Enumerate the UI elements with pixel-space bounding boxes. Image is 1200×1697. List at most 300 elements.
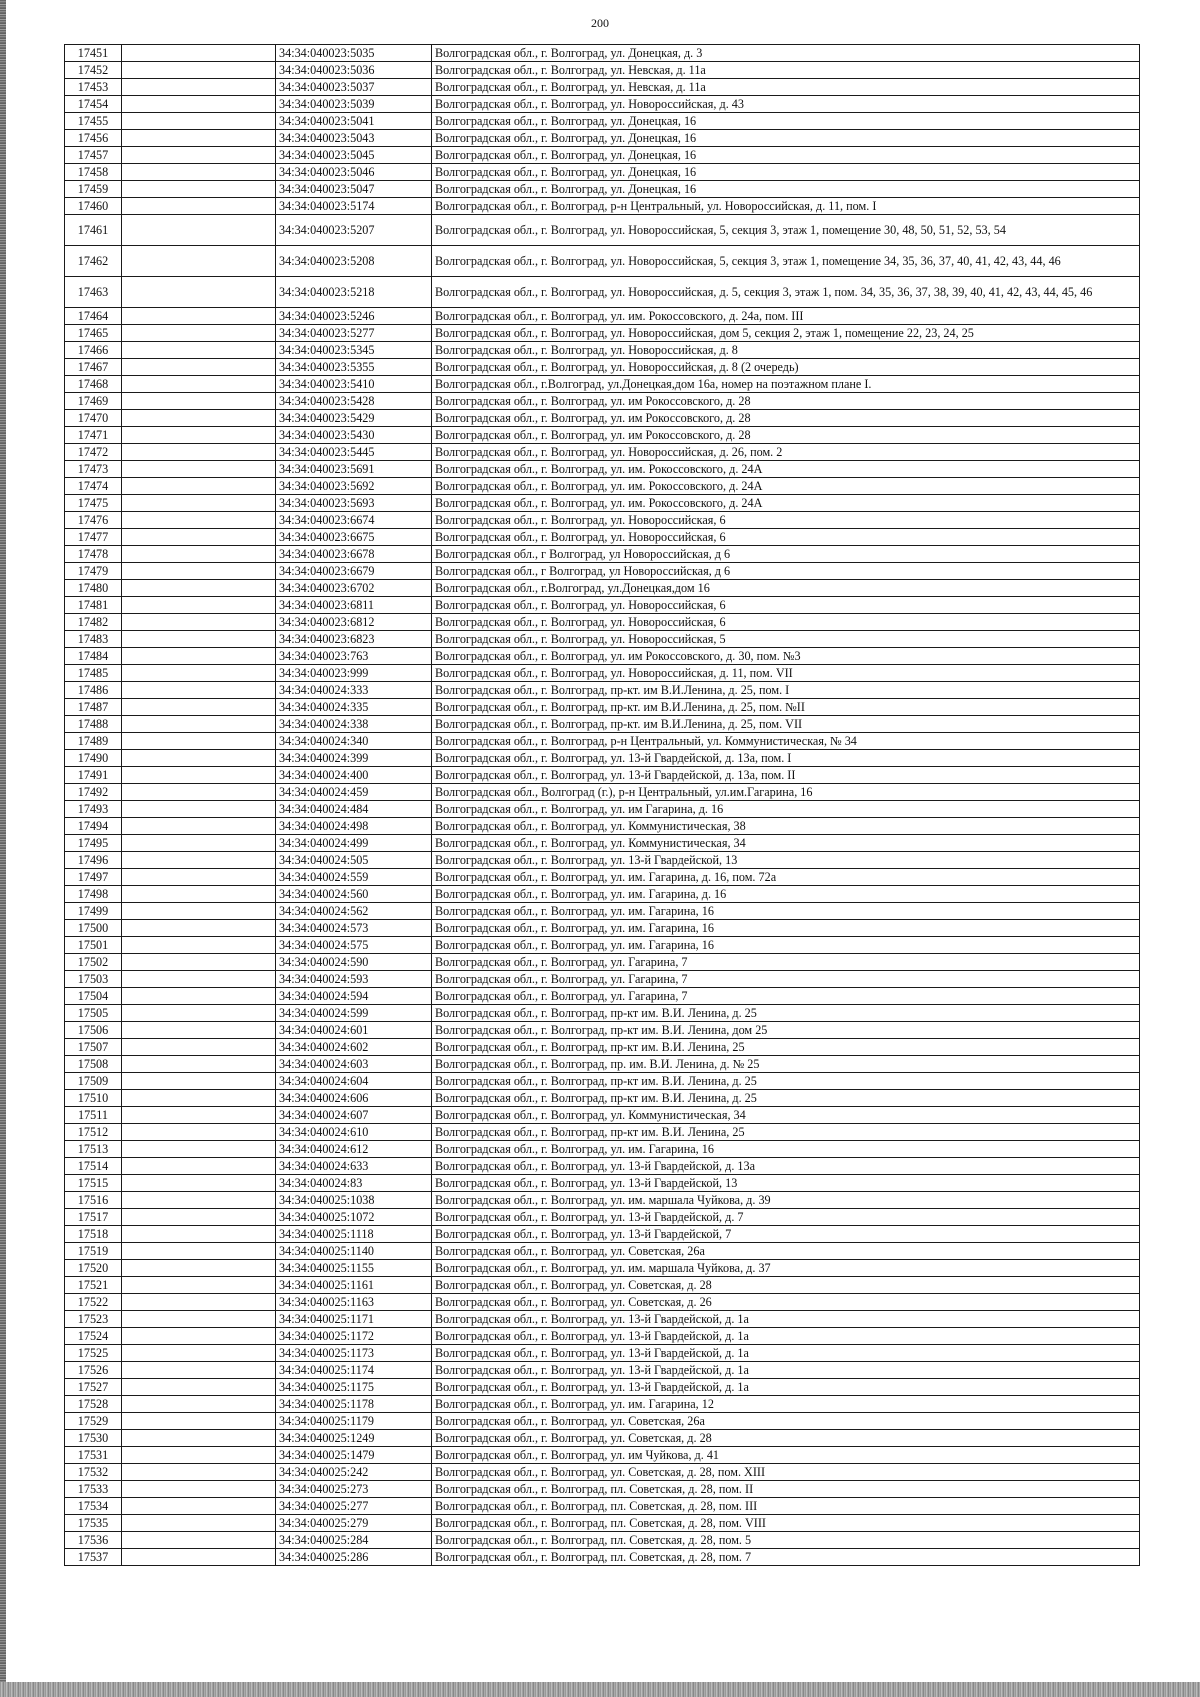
empty-cell (122, 62, 276, 79)
table-row (65, 1532, 1140, 1549)
address-cell: Волгоградская обл., г. Волгоград, ул. Коммунистическая, 34 (432, 835, 1140, 852)
address-cell: Волгоградская обл., г. Волгоград, ул. Донецкая, 16 (432, 181, 1140, 198)
cadastral-number-cell: 34:34:040025:1171 (276, 1311, 432, 1328)
empty-cell (122, 529, 276, 546)
address-cell: Волгоградская обл., г. Волгоград, ул. Донецкая, 16 (432, 113, 1140, 130)
cadastral-number-cell: 34:34:040025:1174 (276, 1362, 432, 1379)
table-row (65, 1209, 1140, 1226)
empty-cell (122, 1430, 276, 1447)
address-cell: Волгоградская обл., г. Волгоград, ул. Новороссийская, 5 (432, 631, 1140, 648)
empty-cell (122, 699, 276, 716)
row-number-cell: 17537 (65, 1549, 122, 1566)
row-number-cell: 17465 (65, 325, 122, 342)
empty-cell (122, 563, 276, 580)
address-cell: Волгоградская обл., г. Волгоград, пл. Советская, д. 28, пом. 7 (432, 1549, 1140, 1566)
table-row (65, 1379, 1140, 1396)
address-cell: Волгоградская обл., г. Волгоград, р-н Центральный, ул. Коммунистическая, № 34 (432, 733, 1140, 750)
table-row (65, 988, 1140, 1005)
table-row (65, 1447, 1140, 1464)
empty-cell (122, 1226, 276, 1243)
cadastral-number-cell: 34:34:040024:603 (276, 1056, 432, 1073)
table-row (65, 869, 1140, 886)
row-number-cell: 17453 (65, 79, 122, 96)
address-cell: Волгоградская обл., г. Волгоград, ул. Новороссийская, д. 8 (2 очередь) (432, 359, 1140, 376)
table-row (65, 130, 1140, 147)
table-row (65, 852, 1140, 869)
address-cell: Волгоградская обл., г. Волгоград, ул. 13-й Гвардейской, д. 13а, пом. I (432, 750, 1140, 767)
row-number-cell: 17493 (65, 801, 122, 818)
address-cell: Волгоградская обл., г. Волгоград, пр-кт им. В.И. Ленина, д. 25 (432, 1005, 1140, 1022)
cadastral-number-cell: 34:34:040023:763 (276, 648, 432, 665)
row-number-cell: 17470 (65, 410, 122, 427)
table-row (65, 410, 1140, 427)
row-number-cell: 17514 (65, 1158, 122, 1175)
cadastral-number-cell: 34:34:040023:5037 (276, 79, 432, 96)
table-row (65, 1430, 1140, 1447)
address-cell: Волгоградская обл., г. Волгоград, ул. им. Рокоссовского, д. 24А (432, 495, 1140, 512)
empty-cell (122, 427, 276, 444)
cadastral-number-cell: 34:34:040023:5428 (276, 393, 432, 410)
empty-cell (122, 886, 276, 903)
cadastral-number-cell: 34:34:040023:5277 (276, 325, 432, 342)
address-cell: Волгоградская обл., г. Волгоград, ул. им. Гагарина, д. 16 (432, 886, 1140, 903)
row-number-cell: 17518 (65, 1226, 122, 1243)
cadastral-number-cell: 34:34:040025:1479 (276, 1447, 432, 1464)
row-number-cell: 17502 (65, 954, 122, 971)
table-row (65, 113, 1140, 130)
address-cell: Волгоградская обл., г. Волгоград, ул. им. маршала Чуйкова, д. 39 (432, 1192, 1140, 1209)
row-number-cell: 17458 (65, 164, 122, 181)
row-number-cell: 17475 (65, 495, 122, 512)
empty-cell (122, 1532, 276, 1549)
row-number-cell: 17531 (65, 1447, 122, 1464)
table-row (65, 886, 1140, 903)
cadastral-number-cell: 34:34:040024:593 (276, 971, 432, 988)
row-number-cell: 17533 (65, 1481, 122, 1498)
address-cell: Волгоградская обл., г. Волгоград, ул. им. Гагарина, 16 (432, 1141, 1140, 1158)
address-cell: Волгоградская обл., г. Волгоград, пл. Советская, д. 28, пом. II (432, 1481, 1140, 1498)
empty-cell (122, 818, 276, 835)
empty-cell (122, 461, 276, 478)
cadastral-number-cell: 34:34:040024:560 (276, 886, 432, 903)
cadastral-number-cell: 34:34:040023:5692 (276, 478, 432, 495)
empty-cell (122, 45, 276, 62)
empty-cell (122, 665, 276, 682)
row-number-cell: 17469 (65, 393, 122, 410)
address-cell: Волгоградская обл., г. Волгоград, ул. Советская, д. 28 (432, 1430, 1140, 1447)
table-row (65, 198, 1140, 215)
row-number-cell: 17523 (65, 1311, 122, 1328)
row-number-cell: 17508 (65, 1056, 122, 1073)
table-row (65, 835, 1140, 852)
address-cell: Волгоградская обл., г. Волгоград, ул. Новороссийская, 6 (432, 529, 1140, 546)
address-cell: Волгоградская обл., г. Волгоград, ул. Новороссийская, д. 26, пом. 2 (432, 444, 1140, 461)
empty-cell (122, 631, 276, 648)
table-row (65, 277, 1140, 308)
row-number-cell: 17498 (65, 886, 122, 903)
address-cell: Волгоградская обл., г. Волгоград, ул. Гагарина, 7 (432, 971, 1140, 988)
table-row (65, 529, 1140, 546)
cadastral-number-cell: 34:34:040023:5036 (276, 62, 432, 79)
empty-cell (122, 130, 276, 147)
address-cell: Волгоградская обл., г. Волгоград, ул. Новороссийская, 5, секция 3, этаж 1, помещение 34, 35, 36, 37, 40, 41, 42, 43, 44, 46 (432, 246, 1140, 277)
empty-cell (122, 246, 276, 277)
row-number-cell: 17483 (65, 631, 122, 648)
table-row (65, 181, 1140, 198)
row-number-cell: 17454 (65, 96, 122, 113)
empty-cell (122, 495, 276, 512)
cadastral-number-cell: 34:34:040025:1178 (276, 1396, 432, 1413)
empty-cell (122, 1192, 276, 1209)
table-row (65, 512, 1140, 529)
row-number-cell: 17464 (65, 308, 122, 325)
empty-cell (122, 147, 276, 164)
row-number-cell: 17484 (65, 648, 122, 665)
cadastral-number-cell: 34:34:040025:1163 (276, 1294, 432, 1311)
address-cell: Волгоградская обл., г. Волгоград, пр-кт им. В.И. Ленина, 25 (432, 1124, 1140, 1141)
table-row (65, 147, 1140, 164)
table-row (65, 1328, 1140, 1345)
cadastral-number-cell: 34:34:040024:599 (276, 1005, 432, 1022)
row-number-cell: 17506 (65, 1022, 122, 1039)
empty-cell (122, 784, 276, 801)
address-cell: Волгоградская обл., г. Волгоград, ул. Советская, д. 28, пом. XIII (432, 1464, 1140, 1481)
address-cell: Волгоградская обл., г. Волгоград, ул. Советская, 26а (432, 1413, 1140, 1430)
address-cell: Волгоградская обл., г Волгоград, ул Новороссийская, д 6 (432, 563, 1140, 580)
cadastral-number-cell: 34:34:040023:5174 (276, 198, 432, 215)
empty-cell (122, 1022, 276, 1039)
table-row (65, 1481, 1140, 1498)
empty-cell (122, 393, 276, 410)
empty-cell (122, 164, 276, 181)
empty-cell (122, 1141, 276, 1158)
empty-cell (122, 325, 276, 342)
table-row (65, 1515, 1140, 1532)
address-cell: Волгоградская обл., г. Волгоград, ул. Новороссийская, д. 5, секция 3, этаж 1, пом. 34, 35, 36, 37, 38, 39, 40, 41, 42, 43, 44, 45, 46 (432, 277, 1140, 308)
cadastral-number-cell: 34:34:040024:335 (276, 699, 432, 716)
cadastral-number-cell: 34:34:040023:6811 (276, 597, 432, 614)
cadastral-number-cell: 34:34:040024:610 (276, 1124, 432, 1141)
empty-cell (122, 597, 276, 614)
row-number-cell: 17463 (65, 277, 122, 308)
cadastral-number-cell: 34:34:040023:6812 (276, 614, 432, 631)
table-row (65, 1107, 1140, 1124)
empty-cell (122, 971, 276, 988)
cadastral-number-cell: 34:34:040024:340 (276, 733, 432, 750)
row-number-cell: 17486 (65, 682, 122, 699)
row-number-cell: 17503 (65, 971, 122, 988)
row-number-cell: 17495 (65, 835, 122, 852)
address-cell: Волгоградская обл., г. Волгоград, ул. им Рокоссовского, д. 28 (432, 427, 1140, 444)
table-row (65, 1345, 1140, 1362)
address-cell: Волгоградская обл., г. Волгоград, ул. Донецкая, 16 (432, 130, 1140, 147)
address-cell: Волгоградская обл., г. Волгоград, ул. Невская, д. 11а (432, 79, 1140, 96)
empty-cell (122, 277, 276, 308)
empty-cell (122, 801, 276, 818)
table-row (65, 444, 1140, 461)
cadastral-number-cell: 34:34:040025:1249 (276, 1430, 432, 1447)
cadastral-number-cell: 34:34:040024:612 (276, 1141, 432, 1158)
row-number-cell: 17535 (65, 1515, 122, 1532)
address-cell: Волгоградская обл., г. Волгоград, ул. 13-й Гвардейской, д. 13а (432, 1158, 1140, 1175)
row-number-cell: 17505 (65, 1005, 122, 1022)
row-number-cell: 17452 (65, 62, 122, 79)
cadastral-number-cell: 34:34:040024:333 (276, 682, 432, 699)
address-cell: Волгоградская обл., г. Волгоград, ул. им. Гагарина, д. 16, пом. 72а (432, 869, 1140, 886)
row-number-cell: 17521 (65, 1277, 122, 1294)
row-number-cell: 17530 (65, 1430, 122, 1447)
table-row (65, 716, 1140, 733)
address-cell: Волгоградская обл., г. Волгоград, ул. Донецкая, 16 (432, 164, 1140, 181)
cadastral-number-cell: 34:34:040024:573 (276, 920, 432, 937)
address-cell: Волгоградская обл., г. Волгоград, ул. им Рокоссовского, д. 30, пом. №3 (432, 648, 1140, 665)
row-number-cell: 17489 (65, 733, 122, 750)
row-number-cell: 17482 (65, 614, 122, 631)
address-cell: Волгоградская обл., г. Волгоград, ул. 13-й Гвардейской, д. 1а (432, 1379, 1140, 1396)
table-row (65, 359, 1140, 376)
empty-cell (122, 1039, 276, 1056)
row-number-cell: 17466 (65, 342, 122, 359)
cadastral-number-cell: 34:34:040023:5046 (276, 164, 432, 181)
row-number-cell: 17477 (65, 529, 122, 546)
empty-cell (122, 1107, 276, 1124)
address-cell: Волгоградская обл., Волгоград (г.), р-н Центральный, ул.им.Гагарина, 16 (432, 784, 1140, 801)
cadastral-number-cell: 34:34:040025:284 (276, 1532, 432, 1549)
table-row (65, 79, 1140, 96)
cadastral-number-cell: 34:34:040025:1161 (276, 1277, 432, 1294)
empty-cell (122, 733, 276, 750)
table-row (65, 937, 1140, 954)
empty-cell (122, 1209, 276, 1226)
empty-cell (122, 920, 276, 937)
empty-cell (122, 512, 276, 529)
table-row (65, 665, 1140, 682)
cadastral-number-cell: 34:34:040023:5429 (276, 410, 432, 427)
table-row (65, 495, 1140, 512)
table-row (65, 1243, 1140, 1260)
cadastral-number-cell: 34:34:040023:5208 (276, 246, 432, 277)
row-number-cell: 17529 (65, 1413, 122, 1430)
address-cell: Волгоградская обл., г.Волгоград, ул.Донецкая,дом 16 (432, 580, 1140, 597)
row-number-cell: 17467 (65, 359, 122, 376)
address-cell: Волгоградская обл., г. Волгоград, ул. 13-й Гвардейской, д. 1а (432, 1345, 1140, 1362)
row-number-cell: 17510 (65, 1090, 122, 1107)
row-number-cell: 17517 (65, 1209, 122, 1226)
empty-cell (122, 1345, 276, 1362)
table-row (65, 699, 1140, 716)
empty-cell (122, 444, 276, 461)
address-cell: Волгоградская обл., г. Волгоград, ул. Коммунистическая, 38 (432, 818, 1140, 835)
table-row (65, 1124, 1140, 1141)
cadastral-number-cell: 34:34:040025:1140 (276, 1243, 432, 1260)
address-cell: Волгоградская обл., г. Волгоград, ул. им Гагарина, д. 16 (432, 801, 1140, 818)
address-cell: Волгоградская обл., г. Волгоград, ул. 13-й Гвардейской, д. 7 (432, 1209, 1140, 1226)
cadastral-number-cell: 34:34:040024:562 (276, 903, 432, 920)
address-cell: Волгоградская обл., г. Волгоград, ул. им. Гагарина, 16 (432, 903, 1140, 920)
cadastral-number-cell: 34:34:040023:5246 (276, 308, 432, 325)
cadastral-number-cell: 34:34:040023:6675 (276, 529, 432, 546)
row-number-cell: 17524 (65, 1328, 122, 1345)
row-number-cell: 17501 (65, 937, 122, 954)
table-row (65, 954, 1140, 971)
address-cell: Волгоградская обл., г. Волгоград, ул. Новороссийская, д. 8 (432, 342, 1140, 359)
table-row (65, 733, 1140, 750)
empty-cell (122, 215, 276, 246)
empty-cell (122, 1294, 276, 1311)
row-number-cell: 17527 (65, 1379, 122, 1396)
address-cell: Волгоградская обл., г Волгоград, ул Новороссийская, д 6 (432, 546, 1140, 563)
row-number-cell: 17471 (65, 427, 122, 444)
address-cell: Волгоградская обл., г. Волгоград, ул. Гагарина, 7 (432, 988, 1140, 1005)
table-row (65, 393, 1140, 410)
address-cell: Волгоградская обл., г. Волгоград, ул. им. Гагарина, 12 (432, 1396, 1140, 1413)
empty-cell (122, 376, 276, 393)
row-number-cell: 17499 (65, 903, 122, 920)
cadastral-number-cell: 34:34:040024:633 (276, 1158, 432, 1175)
address-cell: Волгоградская обл., г. Волгоград, ул. им. маршала Чуйкова, д. 37 (432, 1260, 1140, 1277)
address-cell: Волгоградская обл., г. Волгоград, ул. 13-й Гвардейской, 13 (432, 852, 1140, 869)
empty-cell (122, 614, 276, 631)
address-cell: Волгоградская обл., г. Волгоград, ул. Новороссийская, д. 11, пом. VII (432, 665, 1140, 682)
cadastral-number-cell: 34:34:040024:338 (276, 716, 432, 733)
row-number-cell: 17492 (65, 784, 122, 801)
empty-cell (122, 1260, 276, 1277)
row-number-cell: 17491 (65, 767, 122, 784)
table-row (65, 376, 1140, 393)
address-cell: Волгоградская обл., г. Волгоград, ул. 13-й Гвардейской, д. 1а (432, 1362, 1140, 1379)
address-cell: Волгоградская обл., г. Волгоград, пр-кт им. В.И. Ленина, д. 25 (432, 1073, 1140, 1090)
cadastral-number-cell: 34:34:040023:5445 (276, 444, 432, 461)
empty-cell (122, 869, 276, 886)
table-row (65, 818, 1140, 835)
cadastral-number-cell: 34:34:040025:1038 (276, 1192, 432, 1209)
address-cell: Волгоградская обл., г. Волгоград, пр-кт. им В.И.Ленина, д. 25, пом. №II (432, 699, 1140, 716)
empty-cell (122, 1464, 276, 1481)
address-cell: Волгоградская обл., г. Волгоград, ул. Новороссийская, 6 (432, 614, 1140, 631)
empty-cell (122, 903, 276, 920)
table-row (65, 1226, 1140, 1243)
table-row (65, 1549, 1140, 1566)
row-number-cell: 17456 (65, 130, 122, 147)
registry-table-body (65, 45, 1140, 1566)
cadastral-number-cell: 34:34:040025:286 (276, 1549, 432, 1566)
cadastral-number-cell: 34:34:040025:1173 (276, 1345, 432, 1362)
address-cell: Волгоградская обл., г. Волгоград, ул. им. Рокоссовского, д. 24А (432, 478, 1140, 495)
address-cell: Волгоградская обл., г. Волгоград, ул. Новороссийская, д. 43 (432, 96, 1140, 113)
table-row (65, 62, 1140, 79)
table-row (65, 597, 1140, 614)
empty-cell (122, 1549, 276, 1566)
cadastral-number-cell: 34:34:040023:5355 (276, 359, 432, 376)
cadastral-number-cell: 34:34:040025:1175 (276, 1379, 432, 1396)
address-cell: Волгоградская обл., г. Волгоград, ул. им. Гагарина, 16 (432, 937, 1140, 954)
table-row (65, 427, 1140, 444)
row-number-cell: 17496 (65, 852, 122, 869)
cadastral-number-cell: 34:34:040023:6679 (276, 563, 432, 580)
cadastral-number-cell: 34:34:040023:5047 (276, 181, 432, 198)
empty-cell (122, 1447, 276, 1464)
table-row (65, 580, 1140, 597)
row-number-cell: 17457 (65, 147, 122, 164)
table-row (65, 614, 1140, 631)
empty-cell (122, 198, 276, 215)
table-row (65, 1141, 1140, 1158)
table-row (65, 1260, 1140, 1277)
cadastral-number-cell: 34:34:040025:1155 (276, 1260, 432, 1277)
address-cell: Волгоградская обл., г. Волгоград, ул. им Рокоссовского, д. 28 (432, 410, 1140, 427)
table-row (65, 1413, 1140, 1430)
empty-cell (122, 580, 276, 597)
cadastral-number-cell: 34:34:040023:6674 (276, 512, 432, 529)
cadastral-number-cell: 34:34:040024:590 (276, 954, 432, 971)
empty-cell (122, 988, 276, 1005)
empty-cell (122, 1073, 276, 1090)
empty-cell (122, 1243, 276, 1260)
address-cell: Волгоградская обл., г. Волгоград, ул. Донецкая, д. 3 (432, 45, 1140, 62)
address-cell: Волгоградская обл., г. Волгоград, ул. Невская, д. 11а (432, 62, 1140, 79)
row-number-cell: 17497 (65, 869, 122, 886)
address-cell: Волгоградская обл., г. Волгоград, пр. им. В.И. Ленина, д. № 25 (432, 1056, 1140, 1073)
address-cell: Волгоградская обл., г. Волгоград, ул. Советская, д. 26 (432, 1294, 1140, 1311)
cadastral-number-cell: 34:34:040024:606 (276, 1090, 432, 1107)
row-number-cell: 17513 (65, 1141, 122, 1158)
empty-cell (122, 1379, 276, 1396)
table-row (65, 246, 1140, 277)
cadastral-number-cell: 34:34:040025:277 (276, 1498, 432, 1515)
empty-cell (122, 954, 276, 971)
empty-cell (122, 308, 276, 325)
cadastral-number-cell: 34:34:040023:5041 (276, 113, 432, 130)
empty-cell (122, 648, 276, 665)
address-cell: Волгоградская обл., г. Волгоград, пл. Советская, д. 28, пом. 5 (432, 1532, 1140, 1549)
table-row (65, 648, 1140, 665)
table-row (65, 1090, 1140, 1107)
address-cell: Волгоградская обл., г. Волгоград, ул. Новороссийская, 6 (432, 512, 1140, 529)
address-cell: Волгоградская обл., г. Волгоград, р-н Центральный, ул. Новороссийская, д. 11, пом. I (432, 198, 1140, 215)
address-cell: Волгоградская обл., г. Волгоград, ул. им. Рокоссовского, д. 24а, пом. III (432, 308, 1140, 325)
property-registry-table (64, 44, 1140, 1566)
table-row (65, 342, 1140, 359)
cadastral-number-cell: 34:34:040024:602 (276, 1039, 432, 1056)
row-number-cell: 17474 (65, 478, 122, 495)
empty-cell (122, 96, 276, 113)
row-number-cell: 17479 (65, 563, 122, 580)
table-row (65, 1056, 1140, 1073)
cadastral-number-cell: 34:34:040023:5691 (276, 461, 432, 478)
empty-cell (122, 835, 276, 852)
empty-cell (122, 1124, 276, 1141)
cadastral-number-cell: 34:34:040025:1172 (276, 1328, 432, 1345)
empty-cell (122, 1277, 276, 1294)
cadastral-number-cell: 34:34:040023:5035 (276, 45, 432, 62)
row-number-cell: 17461 (65, 215, 122, 246)
row-number-cell: 17481 (65, 597, 122, 614)
address-cell: Волгоградская обл., г. Волгоград, пл. Советская, д. 28, пом. III (432, 1498, 1140, 1515)
row-number-cell: 17526 (65, 1362, 122, 1379)
cadastral-number-cell: 34:34:040024:601 (276, 1022, 432, 1039)
row-number-cell: 17532 (65, 1464, 122, 1481)
cadastral-number-cell: 34:34:040023:5345 (276, 342, 432, 359)
address-cell: Волгоградская обл., г. Волгоград, ул. Коммунистическая, 34 (432, 1107, 1140, 1124)
cadastral-number-cell: 34:34:040024:459 (276, 784, 432, 801)
table-row (65, 1498, 1140, 1515)
row-number-cell: 17500 (65, 920, 122, 937)
empty-cell (122, 1362, 276, 1379)
address-cell: Волгоградская обл., г. Волгоград, ул. 13-й Гвардейской, д. 13а, пом. II (432, 767, 1140, 784)
empty-cell (122, 1481, 276, 1498)
cadastral-number-cell: 34:34:040024:505 (276, 852, 432, 869)
cadastral-number-cell: 34:34:040024:594 (276, 988, 432, 1005)
